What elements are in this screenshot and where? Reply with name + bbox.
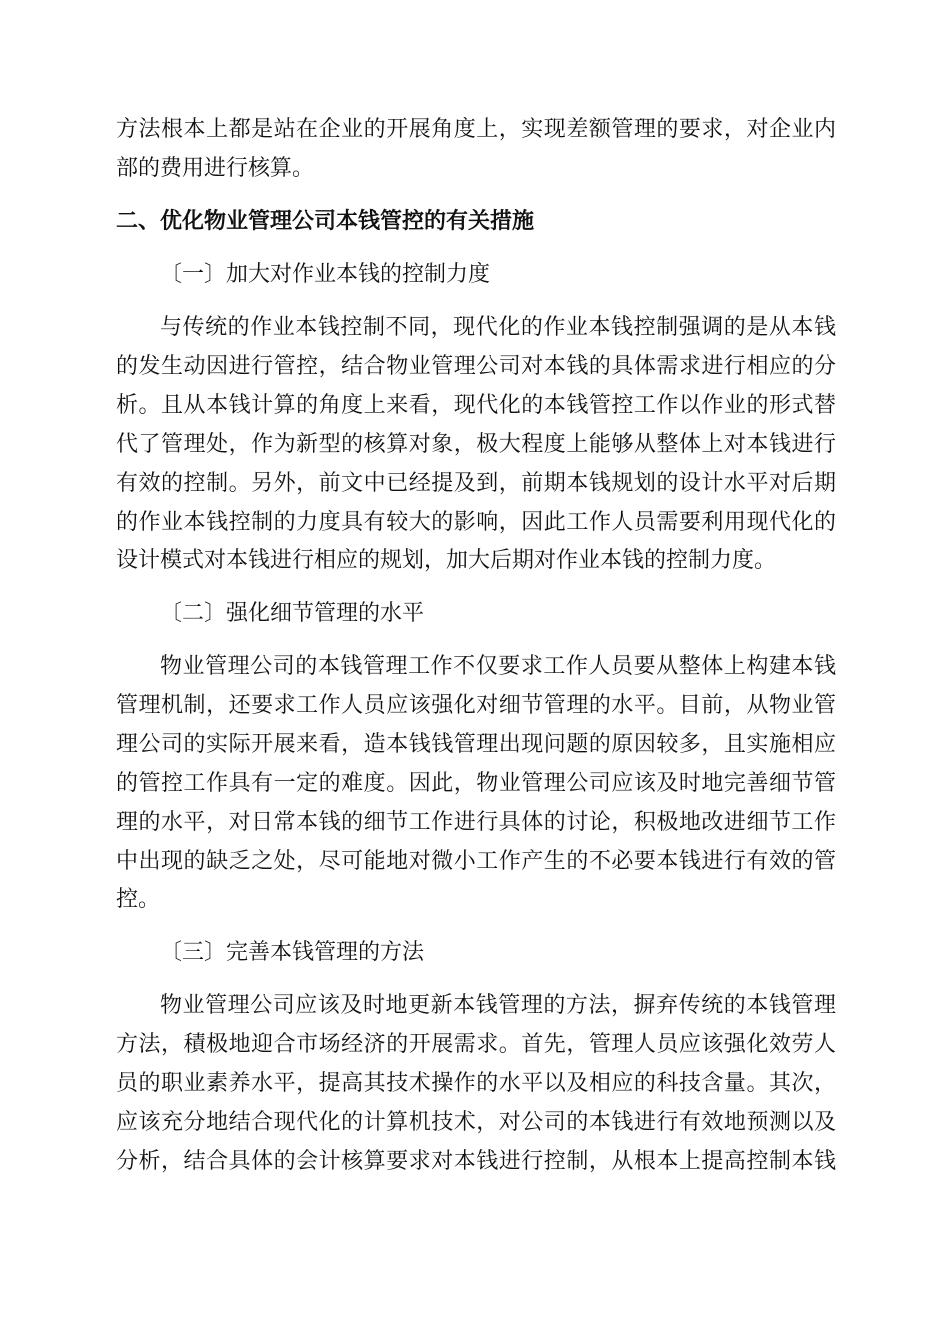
paragraph-line: 员的职业素养水平，提高其技术操作的水平以及相应的科技含量。其次， [116,1071,836,1096]
paragraph-line: 与传统的作业本钱控制不同，现代化的作业本钱控制强调的是从本钱 [160,315,836,340]
paragraph-line: 理公司的实际开展来看，造本钱钱管理出现问题的原因较多，且实施相应 [116,732,836,757]
subsection-heading-3: 〔三〕完善本钱管理的方法 [160,940,425,965]
paragraph-line: 设计模式对本钱进行相应的规划，加大后期对作业本钱的控制力度。 [116,548,777,573]
paragraph-line: 物业管理公司应该及时地更新本钱管理的方法，摒弃传统的本钱管理 [160,993,836,1018]
subsection-heading-1: 〔一〕加大对作业本钱的控制力度 [160,262,491,287]
paragraph-line: 物业管理公司的本钱管理工作不仅要求工作人员要从整体上构建本钱 [160,654,836,679]
paragraph-line: 的管控工作具有一定的难度。因此，物业管理公司应该及时地完善细节管 [116,771,836,796]
paragraph-line: 方法根本上都是站在企业的开展角度上，实现差额管理的要求，对企业内 [116,117,836,142]
paragraph-line: 中出现的缺乏之处，尽可能地对微小工作产生的不必要本钱进行有效的管 [116,849,836,874]
paragraph-line: 理的水平，对日常本钱的细节工作进行具体的讨论，积极地改进细节工作 [116,810,836,835]
subsection-heading-2: 〔二〕强化细节管理的水平 [160,601,425,626]
paragraph-line: 的发生动因进行管控，结合物业管理公司对本钱的具体需求进行相应的分 [116,354,836,379]
paragraph-line: 管理机制，还要求工作人员应该强化对细节管理的水平。目前，从物业管 [116,693,836,718]
paragraph-line: 的作业本钱控制的力度具有较大的影响，因此工作人员需要利用现代化的 [116,510,836,535]
paragraph-line: 有效的控制。另外，前文中已经提及到，前期本钱规划的设计水平对后期 [116,471,836,496]
paragraph-line: 控。 [116,887,161,912]
paragraph-line: 方法，積极地迎合市场经济的开展需求。首先，管理人员应该强化效劳人 [116,1032,836,1057]
paragraph-line: 分析，结合具体的会计核算要求对本钱进行控制，从根本上提高控制本钱 [116,1149,836,1174]
paragraph-line: 应该充分地结合现代化的计算机技术，对公司的本钱进行有效地预测以及 [116,1110,836,1135]
paragraph-line: 部的费用进行核算。 [116,156,315,181]
section-heading: 二、优化物业管理公司本钱管控的有关措施 [116,209,535,234]
paragraph-line: 代了管理处，作为新型的核算对象，极大程度上能够从整体上对本钱进行 [116,432,836,457]
paragraph-line: 析。且从本钱计算的角度上来看，现代化的本钱管控工作以作业的形式替 [116,393,836,418]
